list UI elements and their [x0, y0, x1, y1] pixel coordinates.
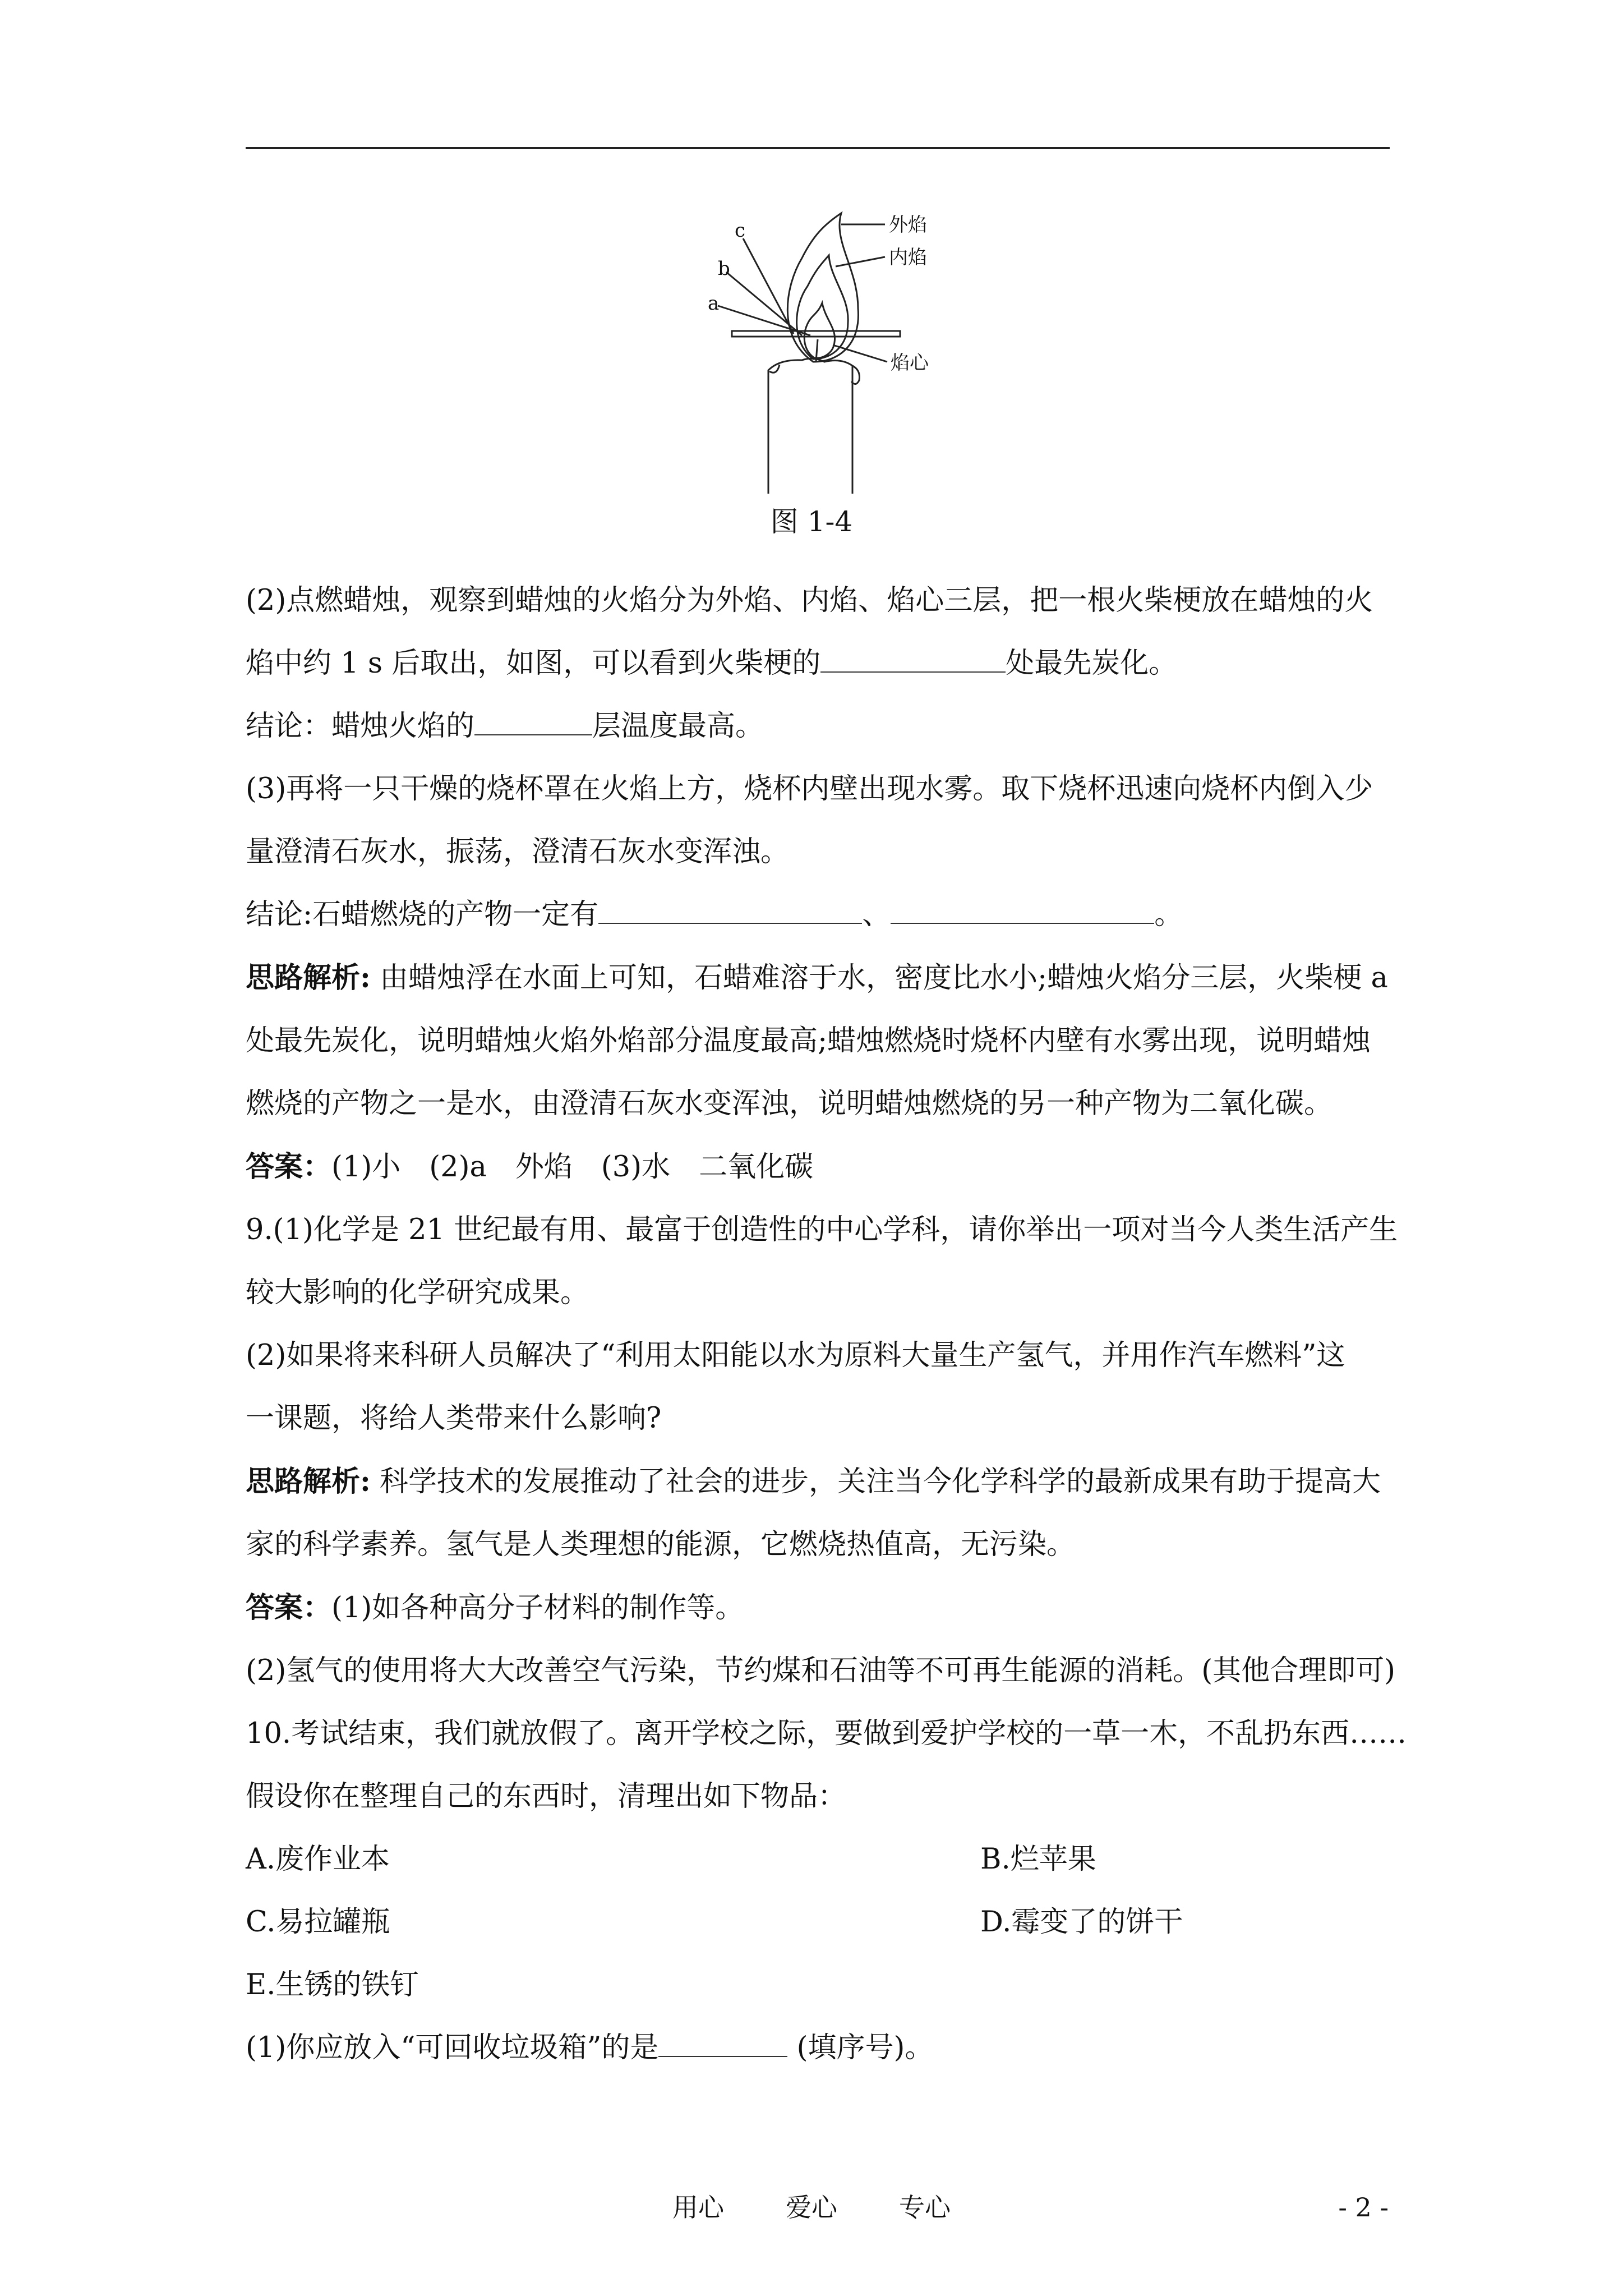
option-c: C.易拉罐瓶: [246, 1906, 390, 1939]
footer-word: 用心: [672, 2192, 724, 2223]
text: 结论:石蜡燃烧的产物一定有: [246, 898, 599, 931]
label-inner-flame: 内焰: [889, 246, 927, 269]
leader-b: [726, 272, 802, 335]
text: 。: [1154, 898, 1183, 931]
label-a: a: [708, 292, 720, 315]
matchstick: [732, 331, 900, 337]
q8-analysis-line3: 燃烧的产物之一是水，由澄清石灰水变浑浊，说明蜡烛燃烧的另一种产物为二氧化碳。: [246, 1087, 1333, 1120]
q8-answer: [246, 1135, 1390, 1199]
text: (填序号)。: [787, 2031, 934, 2064]
q10-options-row2: [246, 1891, 1390, 1954]
q10-line1: 10.考试结束，我们就放假了。离开学校之际，要做到爱护学校的一草一木，不乱扔东西……: [246, 1717, 1407, 1750]
analysis-label: 思路解析:: [246, 961, 371, 995]
candle-body: [768, 358, 852, 494]
q9-line3: (2)如果将来科研人员解决了“利用太阳能以水为原料大量生产氢气，并用作汽车燃料”这: [246, 1339, 1345, 1372]
text: 科学技术的发展推动了社会的进步，关注当今化学科学的最新成果有助于提高大: [370, 1465, 1381, 1498]
q8-conclusion1: [246, 695, 1390, 758]
q10-options-row1: [246, 1828, 1390, 1891]
label-b: b: [718, 257, 730, 280]
label-outer-flame: 外焰: [889, 214, 927, 236]
q9-line1: 9.(1)化学是 21 世纪最有用、最富于创造性的中心学科，请你举出一项对当今人类生活产生: [246, 1213, 1398, 1246]
page-content: [246, 569, 1407, 2079]
option-e: E.生锈的铁钉: [246, 1968, 419, 2001]
q8-part2-line2: [246, 632, 1390, 695]
text: (1)如各种高分子材料的制作等。: [331, 1591, 744, 1625]
answer-blank: [598, 894, 862, 924]
q10-line2: 假设你在整理自己的东西时，清理出如下物品：: [246, 1780, 847, 1813]
q8-part2-line1: (2)点燃蜡烛，观察到蜡烛的火焰分为外焰、内焰、焰心三层，把一根火柴梗放在蜡烛的火: [246, 584, 1373, 617]
answer-blank: [891, 894, 1154, 924]
q9-analysis-line1: [246, 1450, 1390, 1513]
q8-conclusion2: [246, 884, 1390, 946]
text: 焰中约 1 s 后取出，如图，可以看到火柴梗的: [246, 647, 821, 680]
q8-analysis-line1: [246, 946, 1390, 1010]
page-footer: [0, 2188, 1623, 2227]
candle-flame-figure: [673, 202, 987, 494]
q10-sub1: [246, 2017, 1390, 2079]
q9-line2: 较大影响的化学研究成果。: [246, 1276, 589, 1309]
text: 由蜡烛浮在水面上可知，石蜡难溶于水，密度比水小;蜡烛火焰分三层，火柴梗 a: [370, 961, 1388, 995]
text: 层温度最高。: [592, 710, 764, 743]
answer-blank: [474, 705, 592, 735]
text: 处最先炭化。: [1006, 647, 1178, 680]
q8-part3-line1: (3)再将一只干燥的烧杯罩在火焰上方，烧杯内壁出现水雾。取下烧杯迅速向烧杯内倒入少: [246, 772, 1373, 806]
answer-label: 答案：: [246, 1150, 332, 1184]
footer-word: 爱心: [786, 2192, 837, 2223]
label-c: c: [735, 219, 746, 242]
text: 、: [862, 898, 891, 931]
header-rule: [246, 147, 1390, 149]
leader-inner: [836, 257, 885, 266]
candle-diagram: [673, 202, 987, 494]
answer-blank: [658, 2027, 787, 2057]
answer-blank: [820, 642, 1006, 673]
answer-label: 答案：: [246, 1591, 332, 1625]
option-a: A.废作业本: [246, 1843, 390, 1876]
page-number: - 2 -: [1338, 2192, 1389, 2223]
q9-line4: 一课题，将给人类带来什么影响?: [246, 1402, 662, 1435]
label-flame-core: 焰心: [891, 352, 929, 374]
text: (1)你应放入“可回收垃圾箱”的是: [246, 2031, 659, 2064]
outer-flame: [787, 213, 858, 362]
option-d: D.霉变了的饼干: [980, 1906, 1183, 1939]
figure-caption: 图 1-4: [770, 505, 853, 538]
q9-answer-line2: (2)氢气的使用将大大改善空气污染，节约煤和石油等不可再生能源的消耗。(其他合理即可): [246, 1654, 1396, 1687]
q9-answer-line1: [246, 1576, 1390, 1640]
q9-analysis-line2: 家的科学素养。氢气是人类理想的能源，它燃烧热值高，无污染。: [246, 1528, 1076, 1561]
analysis-label: 思路解析:: [246, 1465, 371, 1498]
q8-part3-line2: 量澄清石灰水，振荡，澄清石灰水变浑浊。: [246, 835, 790, 868]
text: (1)小 (2)a 外焰 (3)水 二氧化碳: [331, 1151, 814, 1184]
option-b: B.烂苹果: [980, 1843, 1096, 1876]
leader-c: [743, 238, 794, 334]
text: 结论：蜡烛火焰的: [246, 710, 475, 743]
footer-word: 专心: [899, 2192, 951, 2223]
q8-analysis-line2: 处最先炭化，说明蜡烛火焰外焰部分温度最高;蜡烛燃烧时烧杯内壁有水雾出现，说明蜡烛: [246, 1024, 1371, 1057]
